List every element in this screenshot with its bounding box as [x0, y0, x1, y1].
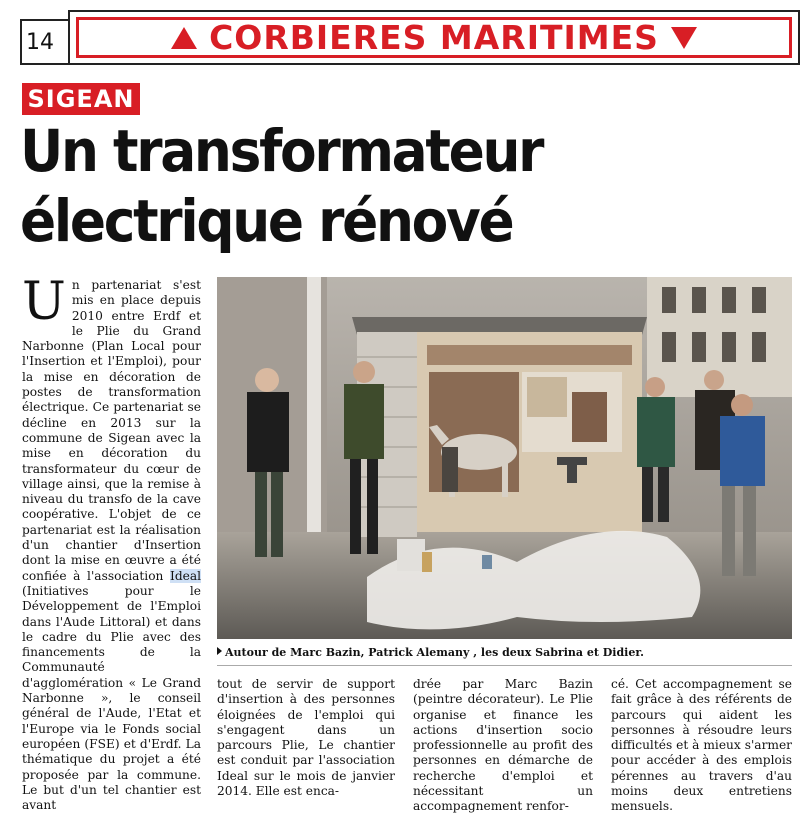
- article-column-4: [611, 677, 792, 815]
- section-band: [68, 10, 800, 65]
- triangle-up-icon: [171, 27, 197, 49]
- article-photo: [217, 277, 792, 639]
- section-title: CORBIERES MARITIMES: [209, 18, 659, 57]
- article-column-3: [413, 677, 593, 815]
- caption-text: Autour de Marc Bazin, Patrick Alemany , les deux Sabrina et Didier.: [225, 646, 644, 659]
- page-header: [0, 0, 800, 70]
- photo-caption: [217, 645, 797, 660]
- column-2-text: tout de servir de support d'insertion à des personnes éloignées de l'emploi qui s'engagent dans un parcours Plie, Le chantier est conduit par l'association Ideal sur le mois de janvier 2014. Elle est enca-: [217, 677, 395, 799]
- location-kicker: SIGEAN: [22, 83, 140, 115]
- highlighted-word: Ideal: [170, 568, 201, 583]
- page-number: 14: [20, 19, 68, 65]
- article-headline: [20, 116, 664, 256]
- column-4-text: cé. Cet accompagnement se fait grâce à des référents de parcours qui aident les personnes à résoudre leurs difficultés et à mieux s'armer pour accéder à des emplois pérennes au travers d'au moins deux entretiens mensuels.: [611, 677, 792, 814]
- column-1-intro: n partenariat s'est mis en place depuis 2010 entre Erdf et le Plie du Grand Narbonne (Plan Local pour l'Insertion et l'Emploi), pour la mise en décoration de postes de transformation électrique. Ce partenariat se décline en 2013 sur la commune de Sigean avec la mise en décoration du transformateur du cœur de village ainsi, que la remise à niveau du transfo de la cave coopérative. L'objet de ce partenariat est la réalisation d'un chantier d'Insertion dont la mise en œuvre a été confiée à l'association: [22, 278, 201, 583]
- triangle-down-icon: [671, 27, 697, 49]
- photo-illustration: [217, 277, 792, 639]
- caption-arrow-icon: [217, 647, 222, 655]
- column-1-rest: (Initiatives pour le Développement de l'Emploi dans l'Aude Littoral) et dans le cadre du Plie avec des financements de la Communauté d'agglomération « Le Grand Narbonne », le conseil général de l'Aude, l'Etat et l'Europe via le Fonds social européen (FSE) et d'Erdf. La thématique du projet a été proposée par la commune. Le but d'un tel chantier est avant: [22, 583, 201, 813]
- headline-line-2: électrique rénové: [20, 187, 513, 255]
- drop-cap: U: [22, 272, 66, 332]
- section-title-frame: [76, 17, 792, 58]
- headline-line-1: Un transformateur: [20, 117, 543, 185]
- column-3-text: drée par Marc Bazin (peintre décorateur). Le Plie organise et finance les actions d'insertion socio professionnelle au profit des personnes en démarche de recherche d'emploi et nécessitant un accompagnement renfor-: [413, 677, 593, 814]
- caption-divider: [217, 665, 792, 666]
- article-column-2: [217, 677, 395, 799]
- article-column-1: [22, 272, 201, 813]
